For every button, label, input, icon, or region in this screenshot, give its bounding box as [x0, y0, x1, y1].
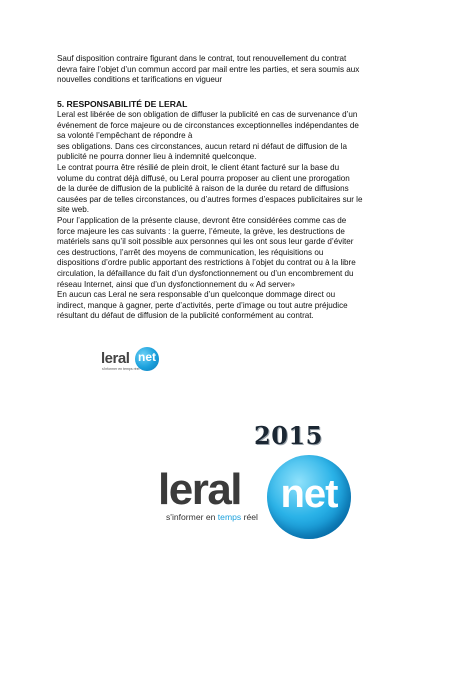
tagline-end: réel [241, 512, 258, 522]
intro-paragraph: Sauf disposition contraire figurant dans le contrat, tout renouvellement du contrat devra faire l’objet d’un commun accord par mail entre les parties, et sera soumis aux nouvelles conditions et tarifications en vigueur [57, 54, 360, 85]
small-logo-word: leral [101, 350, 130, 367]
section-heading: 5. RESPONSABILITÉ DE LERAL [57, 99, 188, 109]
small-leralnet-logo [101, 346, 163, 376]
year-badge: 2015 [254, 421, 323, 450]
section-body: Leral est libérée de son obligation de diffuser la publicité en cas de survenance d’un événement de force majeure ou de circonstances exceptionnelles indépendantes de sa volonté l’empêchant de répondre à ses obligations. Dans ces circonstances, aucun retard ni défaut de diffusion de la publicité ne pourra donner lieu à indemnité quelconque. Le contrat pourra être résilié de plein droit, le client étant facturé sur la base du volume du contrat déjà diffusé, ou Leral pourra proposer au client une prorogation de la durée de diffusion de la publicité à raison de la durée du retard de diffusions causées par de telles circonstances, ou d’autres formes d’espaces publicitaires sur le site web. Pour l’application de la présente clause, devront être considérées comme cas de force majeure les cas suivants : la guerre, l’émeute, la grève, les destructions de matériels sans qu’il soit possible aux personnes qui les ont sous leur garde d’éviter ces destructions, l’arrêt des moyens de communication, les réquisitions ou dispositions d’ordre public apportant des restrictions à l’objet du contrat ou à la libre circulation, la défaillance du fait d’un dysfonctionnement ou d’un encombrement du réseau Internet, ainsi que d’un dysfonctionnement du « Ad server» En aucun cas Leral ne sera responsable d’un quelconque dommage direct ou indirect, manque à gagner, perte d’activités, perte d’image ou tout autre préjudice résultant du défaut de diffusion de la publicité conformément au contrat. [57, 110, 363, 321]
small-logo-tagline: s'informer en temps réel [102, 367, 140, 371]
tagline-start: s'informer en [166, 512, 218, 522]
big-logo-word: leral [158, 465, 242, 514]
big-leralnet-logo [158, 450, 354, 534]
small-logo-circle-text: net [138, 350, 156, 364]
big-logo-tagline [166, 512, 258, 522]
tagline-accent: temps [217, 512, 242, 522]
big-logo-circle [267, 455, 351, 539]
big-logo-circle-text: net [280, 472, 338, 516]
